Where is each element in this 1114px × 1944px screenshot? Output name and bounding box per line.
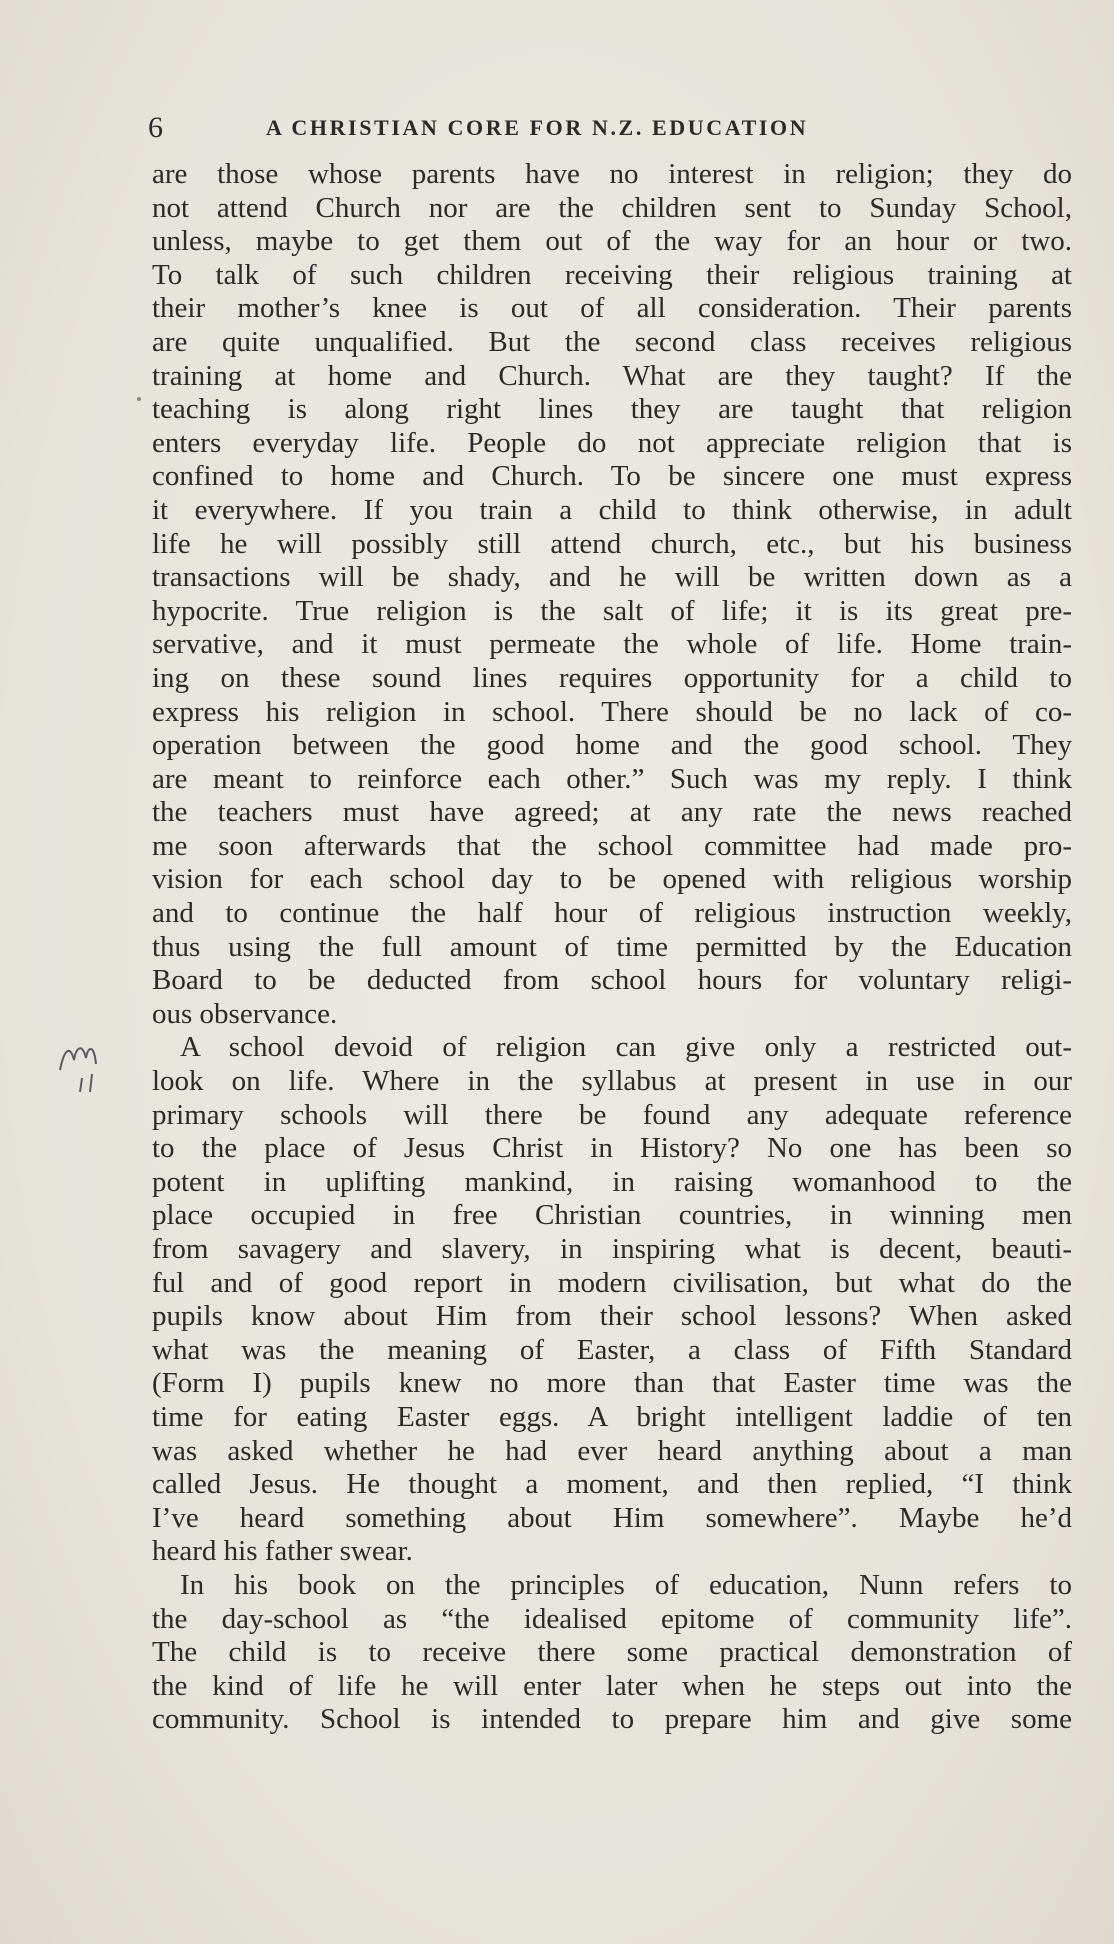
text-line: ing on these sound lines requires opportunity for a child to — [152, 661, 1072, 694]
text-line: unless, maybe to get them out of the way for an hour or two. — [152, 225, 1072, 258]
text-line: enters everyday life. People do not appreciate religion that is — [152, 426, 1072, 459]
handwritten-margin-mark — [56, 1040, 156, 1110]
text-line: was asked whether he had ever heard anything about a man — [152, 1434, 1072, 1467]
body-text — [152, 158, 1072, 1737]
text-line: heard his father swear. — [152, 1535, 413, 1568]
text-line: hypocrite. True religion is the salt of life; it is its great pre- — [152, 594, 1072, 627]
text-line: express his religion in school. There should be no lack of co- — [152, 695, 1072, 728]
text-line: to the place of Jesus Christ in History? No one has been so — [152, 1132, 1072, 1165]
text-line: and to continue the half hour of religious instruction weekly, — [152, 897, 1072, 930]
text-line: potent in uplifting mankind, in raising womanhood to the — [152, 1165, 1072, 1198]
text-line: community. School is intended to prepare him and give some — [152, 1703, 1072, 1736]
text-line: called Jesus. He thought a moment, and then replied, “I think — [152, 1468, 1072, 1501]
text-line: Board to be deducted from school hours for voluntary religi- — [152, 964, 1072, 997]
text-line: vision for each school day to be opened with religious worship — [152, 863, 1072, 896]
text-line: place occupied in free Christian countries, in winning men — [152, 1199, 1072, 1232]
page-header — [148, 108, 1068, 148]
text-line: time for eating Easter eggs. A bright intelligent laddie of ten — [152, 1400, 1072, 1433]
text-line: teaching is along right lines they are taught that religion — [152, 393, 1072, 426]
text-line: the kind of life he will enter later when he steps out into the — [152, 1669, 1072, 1702]
text-line: me soon afterwards that the school committee had made pro- — [152, 829, 1072, 862]
text-line: confined to home and Church. To be sincere one must express — [152, 460, 1072, 493]
text-line: are meant to reinforce each other.” Such was my reply. I think — [152, 762, 1072, 795]
text-line: A school devoid of religion can give only a restricted out- — [180, 1031, 1072, 1064]
text-line: the teachers must have agreed; at any rate the news reached — [152, 796, 1072, 829]
text-line: training at home and Church. What are they taught? If the — [152, 359, 1072, 392]
text-line: what was the meaning of Easter, a class of Fifth Standard — [152, 1333, 1072, 1366]
text-line: The child is to receive there some practical demonstration of — [152, 1636, 1072, 1669]
text-line: To talk of such children receiving their religious training at — [152, 258, 1072, 291]
text-line: life he will possibly still attend church, etc., but his business — [152, 527, 1072, 560]
text-line: servative, and it must permeate the whole of life. Home train- — [152, 628, 1072, 661]
text-line: primary schools will there be found any adequate reference — [152, 1098, 1072, 1131]
text-line: (Form I) pupils knew no more than that Easter time was the — [152, 1367, 1072, 1400]
text-line: look on life. Where in the syllabus at present in use in our — [152, 1065, 1072, 1098]
text-line: operation between the good home and the good school. They — [152, 729, 1072, 762]
text-line: are quite unqualified. But the second class receives religious — [152, 325, 1072, 358]
text-line: their mother’s knee is out of all consideration. Their parents — [152, 292, 1072, 325]
margin-dot — [137, 397, 141, 401]
text-line: thus using the full amount of time permitted by the Education — [152, 930, 1072, 963]
text-line: transactions will be shady, and he will be written down as a — [152, 561, 1072, 594]
text-line: the day-school as “the idealised epitome of community life”. — [152, 1602, 1072, 1635]
text-line: ous observance. — [152, 997, 338, 1030]
text-line: ful and of good report in modern civilisation, but what do the — [152, 1266, 1072, 1299]
text-line: pupils know about Him from their school lessons? When asked — [152, 1300, 1072, 1333]
page-number: 6 — [148, 111, 163, 144]
running-head: A CHRISTIAN CORE FOR N.Z. EDUCATION — [266, 115, 809, 140]
text-line: In his book on the principles of education, Nunn refers to — [180, 1568, 1072, 1601]
text-line: from savagery and slavery, in inspiring what is decent, beauti- — [152, 1233, 1072, 1265]
text-line: are those whose parents have no interest in religion; they do — [152, 158, 1072, 190]
text-line: not attend Church nor are the children sent to Sunday School, — [152, 191, 1072, 224]
text-line: it everywhere. If you train a child to think otherwise, in adult — [152, 493, 1072, 526]
text-line: I’ve heard something about Him somewhere”. Maybe he’d — [152, 1501, 1072, 1534]
